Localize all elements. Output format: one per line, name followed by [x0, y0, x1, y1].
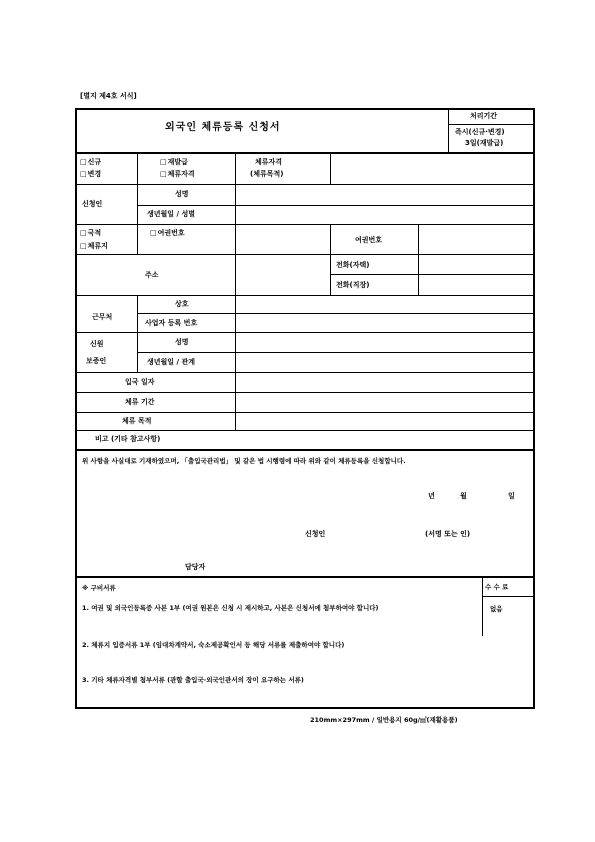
divider — [137, 152, 138, 254]
note-item-2: 2. 체류지 입증서류 1부 (임대차계약서, 숙소제공확인서 등 해당 서류를 제출하여야 합니다) — [82, 641, 345, 649]
signature-suffix[interactable]: (서명 또는 인) — [425, 530, 471, 538]
entry-date-label: 입국 일자 — [125, 378, 155, 386]
employer-name-input[interactable] — [236, 296, 534, 312]
divider — [482, 576, 483, 636]
checkbox-change[interactable]: □ 변경 — [80, 170, 101, 178]
stay-period-label: 체류 기간 — [125, 398, 155, 406]
divider — [482, 596, 535, 597]
handling-period-value: 즉시(신규·변경) — [455, 128, 505, 136]
note-item-3: 3. 기타 체류자격별 첨부서류 (관할 출입국·외국인관서의 장이 요구하는 서류) — [82, 676, 304, 684]
form-footer: 210mm×297mm / 일반용지 60g/㎡(재활용품) — [310, 716, 458, 724]
phone-home-label: 전화(자택) — [336, 261, 370, 269]
applicant-label: 신청인 — [82, 200, 103, 208]
checkbox-new[interactable]: □ 신규 — [80, 158, 101, 166]
date-year: 년 — [428, 492, 435, 500]
checkbox-status[interactable]: □ 체류자격 — [160, 170, 195, 178]
checkbox-reissue[interactable]: □ 재발급 — [160, 158, 188, 166]
checkbox-residence[interactable]: □ 체류지 — [80, 242, 108, 250]
employer-label: 근무처 — [92, 313, 113, 321]
guarantor-sublabel: 보증인 — [86, 357, 107, 365]
remarks-label: 비고 (기타 참고사항) — [95, 435, 161, 443]
phone-office-input[interactable] — [419, 275, 534, 294]
divider — [330, 224, 331, 295]
status-label: 체류자격 — [255, 158, 283, 166]
fee-label: 수 수 료 — [485, 583, 509, 591]
employer-name-label: 상호 — [175, 300, 189, 308]
purpose-label: 체류 목적 — [122, 417, 152, 425]
passport-label: 여권번호 — [355, 236, 383, 244]
address-input[interactable] — [236, 255, 329, 294]
employer-reg-label: 사업자 등록 번호 — [145, 319, 198, 327]
guarantor-reg-input[interactable] — [236, 353, 534, 371]
checkbox-nationality[interactable]: □ 국적 — [80, 229, 101, 237]
status-input[interactable] — [331, 153, 534, 183]
date-month: 월 — [460, 492, 467, 500]
fee-value: 없음 — [490, 605, 503, 613]
name-label: 성명 — [175, 190, 189, 198]
divider — [448, 108, 449, 152]
guarantor-name-input[interactable] — [236, 333, 534, 351]
stay-period-input[interactable] — [236, 393, 534, 411]
notes-header: ※ 구비서류 — [82, 584, 116, 592]
phone-office-label: 전화(직장) — [336, 281, 370, 289]
form-tag: [별지 제4호 서식] — [80, 92, 137, 100]
guarantor-label: 신원 — [90, 340, 104, 348]
divider — [448, 124, 535, 125]
handling-period-label: 처리기간 — [470, 112, 498, 120]
remarks-input[interactable] — [236, 431, 534, 448]
guarantor-reg-label: 생년월일 / 관계 — [147, 358, 196, 366]
divider — [137, 295, 138, 372]
name-input[interactable] — [236, 185, 534, 204]
signature-label: 신청인 — [305, 530, 326, 538]
divider — [75, 449, 535, 451]
birth-label: 생년월일 / 성별 — [147, 210, 196, 218]
entry-date-input[interactable] — [236, 373, 534, 391]
checkbox-passport[interactable]: □ 여권번호 — [150, 229, 185, 237]
status-sublabel: (체류목적) — [250, 170, 284, 178]
divider — [75, 576, 535, 578]
passport-input[interactable] — [419, 225, 534, 253]
purpose-input[interactable] — [236, 413, 534, 429]
guarantor-name-label: 성명 — [175, 338, 189, 346]
birth-input[interactable] — [236, 206, 534, 223]
handling-period-value-2: 3일(재발급) — [465, 139, 504, 147]
employer-reg-input[interactable] — [236, 314, 534, 331]
date-day: 일 — [508, 492, 515, 500]
note-item-1: 1. 여권 및 외국인등록증 사본 1부 (여권 원본은 신청 시 제시하고, 사본은 신청서에 첨부하여야 합니다) — [82, 604, 379, 612]
address-label: 주소 — [145, 271, 159, 279]
declaration-text: 위 사항을 사실대로 기재하였으며, 「출입국관리법」 및 같은 법 시행령에 따라 위와 같이 체류등록을 신청합니다. — [82, 457, 406, 465]
receiver-label: 담당자 — [185, 563, 206, 571]
phone-home-input[interactable] — [419, 255, 534, 273]
form-title: 외국인 체류등록 신청서 — [165, 122, 281, 133]
